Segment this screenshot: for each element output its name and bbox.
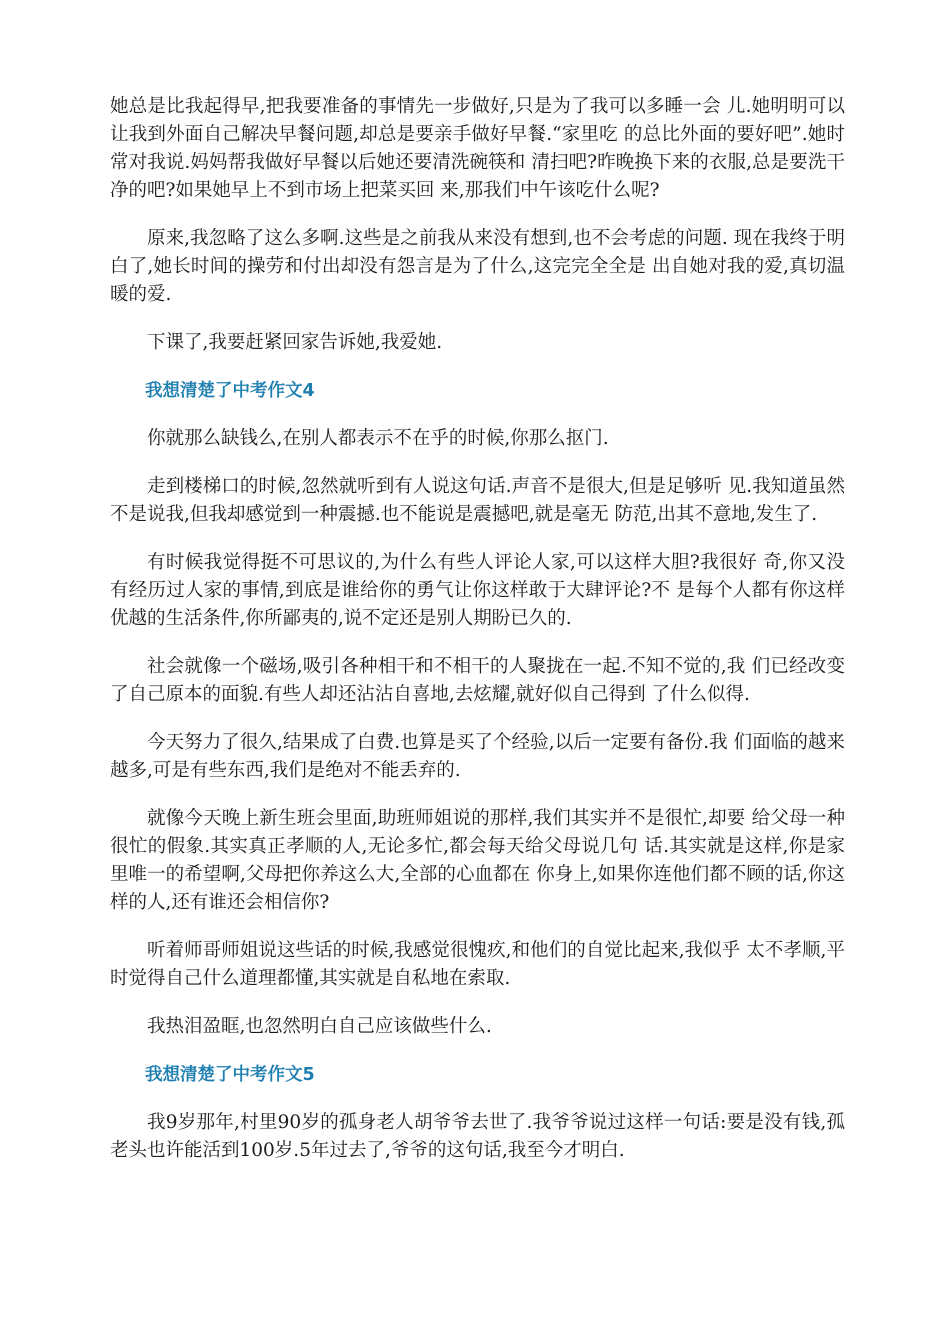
paragraph: 原来,我忽略了这么多啊.这些是之前我从来没有想到,也不会考虑的问题. 现在我终于明白了,她长时间的操劳和付出却没有怨言是为了什么,这完完全全是 出自她对我的爱,真切温暖的爱. <box>110 228 845 305</box>
paragraph: 下课了,我要赶紧回家告诉她,我爱她. <box>147 332 443 353</box>
paragraph: 她总是比我起得早,把我要准备的事情先一步做好,只是为了我可以多睡一会 儿.她明明可以让我到外面自己解决早餐问题,却总是要亲手做好早餐.“家里吃 的总比外面的要好吧”.她时常对我说.妈妈帮我做好早餐以后她还要清洗碗筷和 清扫吧?昨晚换下来的衣服,总是要洗干净的吧?如果她早上不到市场上把菜买回 来,那我们中午该吃什么呢? <box>110 96 845 201</box>
paragraph: 走到楼梯口的时候,忽然就听到有人说这句话.声音不是很大,但是足够听 见.我知道虽然不是说我,但我却感觉到一种震撼.也不能说是震撼吧,就是毫无 防范,出其不意地,发生了. <box>110 476 845 525</box>
paragraph: 社会就像一个磁场,吸引各种相干和不相干的人聚拢在一起.不知不觉的,我 们已经改变了自己原本的面貌.有些人却还沾沾自喜地,去炫耀,就好似自己得到 了什么似得. <box>110 656 845 705</box>
paragraph: 我9岁那年,村里90岁的孤身老人胡爷爷去世了.我爷爷说过这样一句话:要是没有钱,孤老头也许能活到100岁.5年过去了,爷爷的这句话,我至今才明白. <box>110 1112 845 1161</box>
article-body <box>110 93 845 1185</box>
paragraph: 就像今天晚上新生班会里面,助班师姐说的那样,我们其实并不是很忙,却要 给父母一种很忙的假象.其实真正孝顺的人,无论多忙,都会每天给父母说几句 话.其实就是这样,你是家里唯一的希望啊,父母把你养这么大,全部的心血都在 你身上,如果你连他们都不顾的话,你这样的人,还有谁还会相信你? <box>110 808 845 913</box>
paragraph: 你就那么缺钱么,在别人都表示不在乎的时候,你那么抠门. <box>147 428 609 449</box>
section-heading-4: 我想清楚了中考作文4 <box>145 381 315 401</box>
section-heading-5: 我想清楚了中考作文5 <box>145 1065 315 1085</box>
paragraph: 有时候我觉得挺不可思议的,为什么有些人评论人家,可以这样大胆?我很好 奇,你又没有经历过人家的事情,到底是谁给你的勇气让你这样敢于大肆评论?不 是每个人都有你这样优越的生活条件,你所鄙夷的,说不定还是别人期盼已久的. <box>110 552 845 629</box>
paragraph: 今天努力了很久,结果成了白费.也算是买了个经验,以后一定要有备份.我 们面临的越来越多,可是有些东西,我们是绝对不能丢弃的. <box>110 732 845 781</box>
paragraph: 听着师哥师姐说这些话的时候,我感觉很愧疚,和他们的自觉比起来,我似乎 太不孝顺,平时觉得自己什么道理都懂,其实就是自私地在索取. <box>110 940 845 989</box>
paragraph: 我热泪盈眶,也忽然明白自己应该做些什么. <box>147 1016 492 1037</box>
